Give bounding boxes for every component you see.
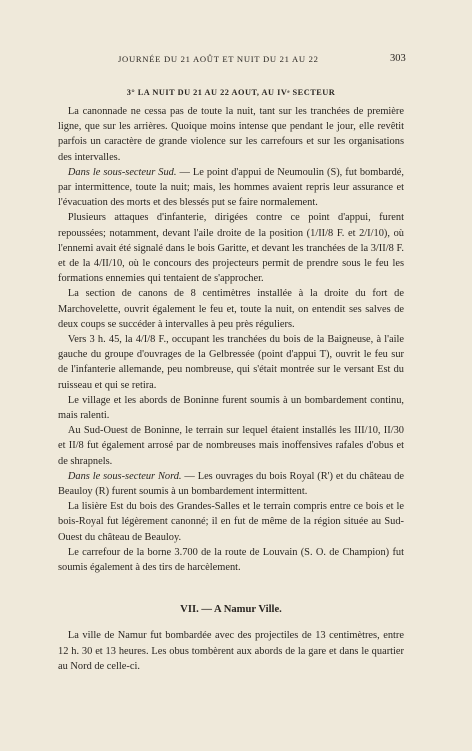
paragraph-text: La ville de Namur fut bombardée avec des projectiles de 13 centimètres, entre 12 h. 30 et 13 heures. Les obus tombèrent aux abords de la gare et dans le quartier au Nord de celle-ci. — [58, 630, 404, 672]
paragraph — [58, 286, 404, 332]
paragraph-lead: Dans le sous-secteur Sud. — [67, 166, 177, 178]
paragraph — [58, 104, 404, 165]
chapter-heading: VII. — A Namur Ville. — [180, 604, 282, 616]
paragraph — [58, 332, 404, 393]
paragraph-text: — Les ouvrages du bois Royal (R') et du château de Beauloy (R) furent soumis à un bombardement intermittent. — [58, 470, 404, 498]
running-head — [0, 54, 472, 68]
paragraph — [58, 628, 404, 674]
running-title: JOURNÉE DU 21 AOÛT ET NUIT DU 21 AU 22 — [118, 54, 319, 64]
section-heading: 3° LA NUIT DU 21 AU 22 AOUT, AU IVᵉ SECTEUR — [126, 88, 336, 97]
paragraph-text: Le village et les abords de Boninne furent soumis à un bombardement continu, mais ralenti. — [58, 394, 404, 422]
paragraph — [58, 469, 404, 499]
paragraph-text: La canonnade ne cessa pas de toute la nuit, tant sur les tranchées de première ligne, que sur les arrières. Quoique moins intense que pendant le jour, elle revêtit parfois un caractère de grande violence sur les carrefours et sur les organisations des intervalles. — [58, 106, 404, 163]
paragraph — [58, 165, 404, 211]
page-number: 303 — [390, 53, 406, 64]
paragraph — [58, 499, 404, 545]
paragraph-text: Vers 3 h. 45, la 4/I/8 F., occupant les tranchées du bois de la Baigneuse, à l'aile gauche du groupe d'ouvrages de la Gelbressée (point d'appui T), ouvrit le feu sur de l'infanterie allemande, peu nombreuse, qui s'était montrée sur le versant Est du ruisseau et qui se retira. — [58, 334, 404, 391]
paragraph — [58, 423, 404, 469]
paragraph-text: — Le point d'appui de Neumoulin (S), fut bombardé, par intermittence, toute la nuit; mais, les hommes avaient repris leur assurance et l'évacuation des morts et des blessés put se faire normalement. — [58, 166, 404, 209]
paragraph-text: Le carrefour de la borne 3.700 de la route de Louvain (S. O. de Champion) fut soumis également à des tirs de harcèlement. — [58, 546, 404, 574]
paragraph — [58, 210, 404, 286]
paragraph — [58, 393, 404, 423]
paragraph-text: Au Sud-Ouest de Boninne, le terrain sur lequel étaient installés les III/10, II/30 et II/8 fut également arrosé par de nombreuses mais inoffensives rafales d'obus et de shrapnels. — [58, 425, 404, 467]
paragraph-text: La lisière Est du bois des Grandes-Salles et le terrain compris entre ce bois et le bois-Royal fut légèrement canonné; il en fut de même de la région située au Sud-Ouest du château de Beauloy. — [58, 501, 404, 543]
body-text — [58, 86, 404, 674]
paragraph — [58, 545, 404, 575]
paragraph-lead: Dans le sous-secteur Nord. — [67, 470, 182, 482]
paragraph-text: Plusieurs attaques d'infanterie, dirigées contre ce point d'appui, furent repoussées; notamment, devant l'aile droite de la position (1/II/8 F. et 2/I/10), où l'ennemi avait été signalé dans le bois Garitte, et devant les tranchées de la 3/II/8 F. et de la 4/II/10, où le concours des projecteurs permit de prendre sous le feu les formations ennemies qui tentaient de s'approcher. — [58, 212, 404, 285]
paragraph-text: La section de canons de 8 centimètres installée à la droite du fort de Marchovelette, ouvrit également le feu et, toute la nuit, on entendit ses salves de deux coups se succéder à intervalles à peu près réguliers. — [58, 288, 404, 330]
